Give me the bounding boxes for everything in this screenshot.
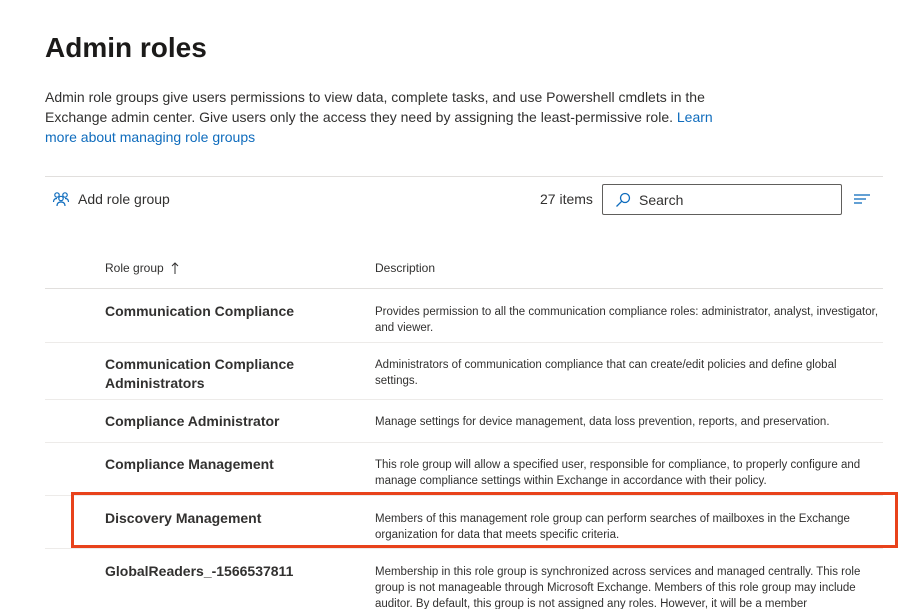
sort-ascending-icon (170, 262, 180, 274)
role-group-name: Compliance Administrator (105, 413, 280, 429)
intro-text: Admin role groups give users permissions to view data, complete tasks, and use Powershell cmdlets in the Exchange admin center. Give users only the access they need by assigning the least-permissive role. (45, 89, 705, 125)
search-box[interactable] (602, 184, 842, 215)
role-group-name: Communication Compliance Administrators (105, 356, 295, 391)
table-header (45, 255, 883, 289)
learn-more-link[interactable]: Learn more about managing role groups (45, 109, 713, 145)
table-row[interactable] (45, 400, 883, 443)
table-row[interactable] (45, 496, 883, 549)
intro-paragraph (45, 87, 745, 147)
role-group-header-label: Role group (105, 261, 164, 275)
role-group-description: This role group will allow a specified user, responsible for compliance, to properly configure and manage compliance settings within Exchange in accordance with their policy. (375, 459, 861, 487)
role-group-name: GlobalReaders_-1566537811 (105, 563, 294, 579)
table-row[interactable] (45, 289, 883, 343)
column-header-description: Description (375, 261, 436, 275)
table-row[interactable] (45, 549, 883, 609)
page-title: Admin roles (45, 32, 207, 63)
role-groups-table (45, 255, 883, 609)
role-group-description: Manage settings for device management, data loss prevention, reports, and preservation. (375, 416, 830, 428)
role-group-description: Members of this management role group can perform searches of mailboxes in the Exchange organization for data that meets specific criteria. (375, 513, 850, 541)
search-input[interactable] (639, 192, 829, 208)
people-add-icon (52, 191, 70, 207)
toolbar-divider (45, 176, 883, 177)
role-group-description: Provides permission to all the communication compliance roles: administrator, analyst, investigator, and viewer. (375, 306, 879, 334)
search-icon (615, 192, 631, 208)
column-header-role-group[interactable] (105, 261, 180, 275)
role-group-name: Discovery Management (105, 510, 262, 526)
item-count: 27 items (540, 191, 593, 207)
add-role-group-button[interactable] (52, 187, 170, 211)
role-group-description: Membership in this role group is synchronized across services and managed centrally. This role group is not manageable through Microsoft Exchange. Members of this role group may include auditor. By default, this group is not assigned any roles. However, it will be a member (375, 566, 861, 609)
role-group-description: Administrators of communication compliance that can create/edit policies and define global settings. (375, 359, 837, 387)
role-group-name: Compliance Management (105, 456, 274, 472)
filter-lines-icon[interactable] (853, 191, 871, 207)
role-group-name: Communication Compliance (105, 303, 295, 319)
add-role-group-label: Add role group (78, 191, 170, 207)
table-row[interactable] (45, 343, 883, 400)
table-row[interactable] (45, 443, 883, 496)
